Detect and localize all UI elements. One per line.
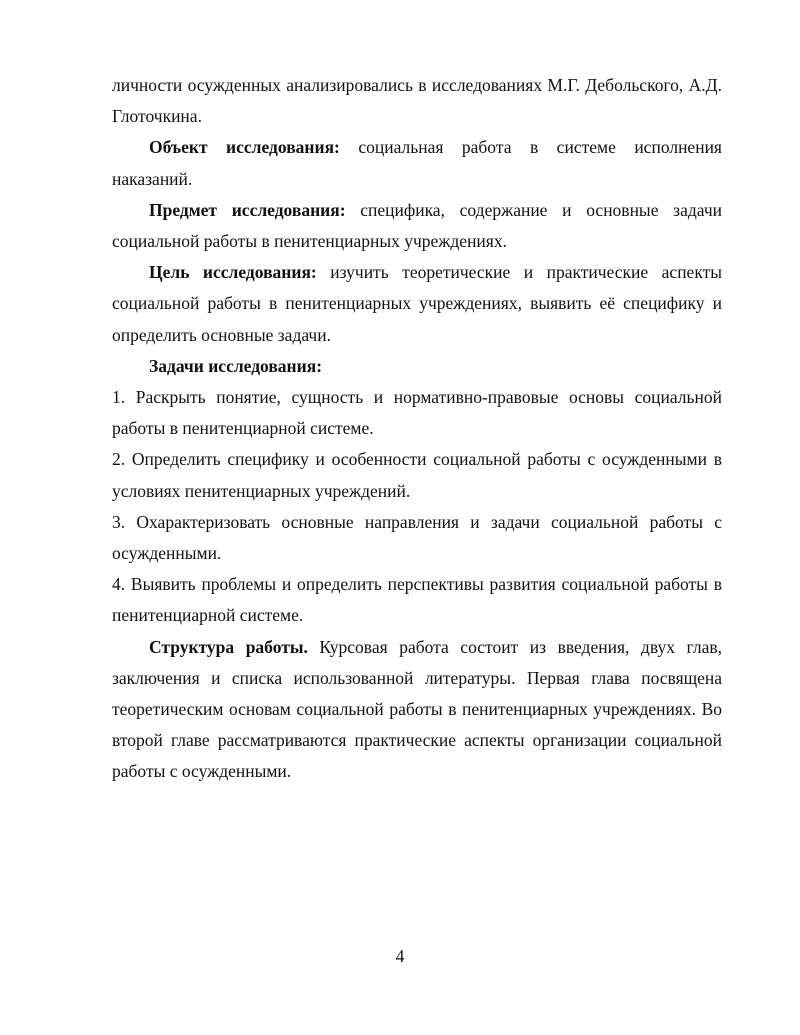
intro-continuation-paragraph: личности осужденных анализировались в исследованиях М.Г. Дебольского, А.Д. Глоточкина. <box>112 75 722 127</box>
work-structure-text: Курсовая работа состоит из введения, двух глав, заключения и списка использованной литературы. Первая глава посвящена теоретическим основам социальной работы в пенитенциарных учреждениях. Во второй главе рассматриваются практические аспекты организации социальной работы с осужденными. <box>112 636 722 782</box>
task-item: 4. Выявить проблемы и определить перспективы развития социальной работы в пенитенциарной системе. <box>112 574 722 626</box>
task-item: 2. Определить специфику и особенности социальной работы с осужденными в условиях пенитенциарных учреждений. <box>112 449 722 501</box>
research-tasks-heading: Задачи исследования: <box>149 355 323 376</box>
research-goal-text: изучить теоретические и практические аспекты социальной работы в пенитенциарных учреждениях, выявить её специфику и определить основные задачи. <box>112 262 722 345</box>
research-subject-label: Предмет исследования: <box>149 199 346 220</box>
work-structure-paragraph <box>112 632 722 788</box>
research-object-text: социальная работа в системе исполнения наказаний. <box>112 137 722 189</box>
research-subject-paragraph <box>112 195 722 257</box>
research-goal-label: Цель исследования: <box>149 262 317 283</box>
research-subject-text: специфика, содержание и основные задачи социальной работы в пенитенциарных учреждениях. <box>112 199 722 252</box>
research-goal-paragraph <box>112 257 722 351</box>
task-item: 1. Раскрыть понятие, сущность и нормативно-правовые основы социальной работы в пенитенциарной системе. <box>112 387 722 439</box>
task-item: 3. Охарактеризовать основные направления и задачи социальной работы с осужденными. <box>112 511 722 564</box>
research-object-label: Объект исследования: <box>149 137 340 158</box>
work-structure-label: Структура работы. <box>149 636 308 657</box>
document-page <box>112 70 722 788</box>
page-number: 4 <box>395 946 405 966</box>
research-object-paragraph <box>112 132 722 194</box>
